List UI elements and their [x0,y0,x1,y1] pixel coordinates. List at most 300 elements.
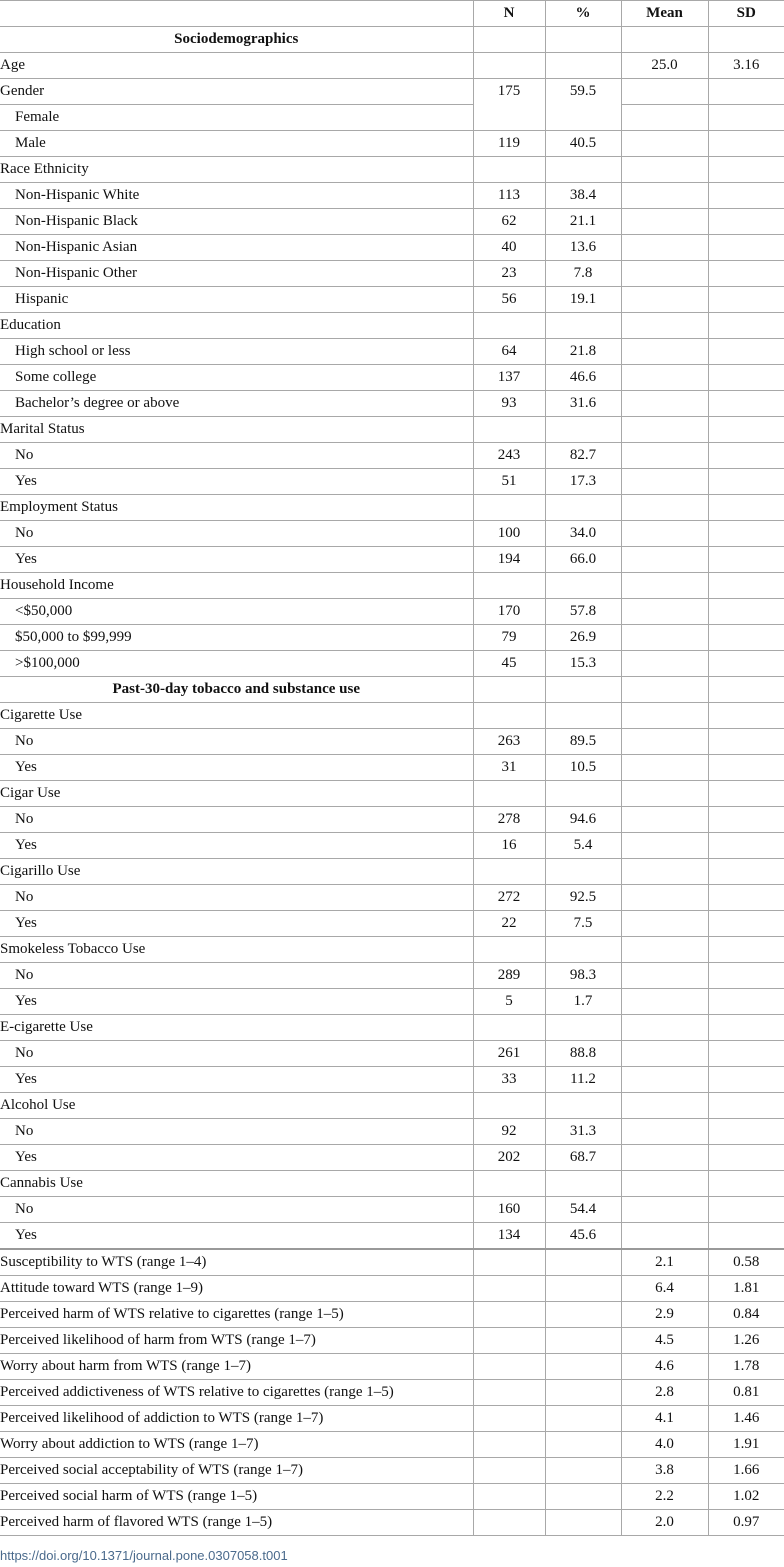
table-row [0,1406,784,1432]
cell-n: 134 [473,1223,545,1250]
table-row [0,885,784,911]
table-cell [621,885,708,911]
row-label: Worry about harm from WTS (range 1–7) [0,1354,473,1380]
row-label: Yes [0,989,473,1015]
table-row [0,651,784,677]
table-cell [708,365,784,391]
row-label: Gender [0,79,473,105]
row-label: High school or less [0,339,473,365]
table-cell [621,1145,708,1171]
table-cell [621,183,708,209]
table-row [0,131,784,157]
table-cell [708,833,784,859]
table-cell [545,1249,621,1276]
cell-mean: 4.0 [621,1432,708,1458]
table-row [0,157,784,183]
table-cell [621,599,708,625]
cell-n [473,1015,545,1041]
cell-sd: 0.81 [708,1380,784,1406]
table-cell [473,1484,545,1510]
table-row [0,183,784,209]
row-label: Marital Status [0,417,473,443]
table-cell [708,183,784,209]
row-label: Alcohol Use [0,1093,473,1119]
table-cell [545,1432,621,1458]
row-label: Cigarette Use [0,703,473,729]
cell-percent: 10.5 [545,755,621,781]
table-cell [708,625,784,651]
row-label: Attitude toward WTS (range 1–9) [0,1276,473,1302]
cell-sd: 1.02 [708,1484,784,1510]
table-row [0,703,784,729]
table-row [0,729,784,755]
table-cell [708,27,784,53]
table-cell [708,1171,784,1197]
table-row [0,1041,784,1067]
table-cell [473,1302,545,1328]
table-cell [708,911,784,937]
cell-percent: 38.4 [545,183,621,209]
table-cell [621,651,708,677]
cell-sd: 0.84 [708,1302,784,1328]
table-row [0,391,784,417]
cell-sd: 3.16 [708,53,784,79]
table-row [0,625,784,651]
table-cell [473,1354,545,1380]
cell-percent: 13.6 [545,235,621,261]
table-cell [708,755,784,781]
table-cell [473,1328,545,1354]
cell-percent [545,1093,621,1119]
cell-n: 33 [473,1067,545,1093]
table-cell [545,1484,621,1510]
cell-n: 100 [473,521,545,547]
table-cell [708,391,784,417]
row-label: Yes [0,833,473,859]
cell-percent: 98.3 [545,963,621,989]
table-cell [708,807,784,833]
table-cell [621,131,708,157]
cell-sd: 1.81 [708,1276,784,1302]
row-label: Cigar Use [0,781,473,807]
cell-n: 22 [473,911,545,937]
table-row [0,261,784,287]
table-row [0,1484,784,1510]
cell-n [473,781,545,807]
table-cell [708,547,784,573]
table-cell [621,417,708,443]
table-cell [621,1119,708,1145]
cell-percent: 88.8 [545,1041,621,1067]
section-sociodemographics: Sociodemographics [0,27,473,53]
table-row [0,1276,784,1302]
table-row [0,755,784,781]
cell-n: 40 [473,235,545,261]
cell-n: 272 [473,885,545,911]
cell-percent: 21.1 [545,209,621,235]
row-label: Yes [0,1223,473,1250]
cell-percent [545,495,621,521]
cell-n [473,937,545,963]
cell-n: 278 [473,807,545,833]
cell-percent: 68.7 [545,1145,621,1171]
table-cell [708,1067,784,1093]
table-row [0,1510,784,1536]
cell-percent: 31.3 [545,1119,621,1145]
cell-percent [545,417,621,443]
cell-n: 175 [473,79,545,131]
row-label: Non-Hispanic Asian [0,235,473,261]
table-row [0,833,784,859]
table-row [0,781,784,807]
cell-percent: 7.5 [545,911,621,937]
row-label: No [0,963,473,989]
table-cell [621,677,708,703]
table-cell [621,79,708,105]
table-cell [621,963,708,989]
row-label: Female [0,105,473,131]
cell-percent: 1.7 [545,989,621,1015]
table-row [0,1380,784,1406]
table-cell [545,1510,621,1536]
table-cell [621,313,708,339]
table-row [0,495,784,521]
cell-percent: 59.5 [545,79,621,131]
table-cell [708,443,784,469]
cell-n: 194 [473,547,545,573]
row-label: Non-Hispanic Other [0,261,473,287]
table-cell [545,1302,621,1328]
cell-percent: 19.1 [545,287,621,313]
cell-mean: 25.0 [621,53,708,79]
table-cell [473,1510,545,1536]
table-cell [621,209,708,235]
table-cell [708,287,784,313]
table-cell [621,469,708,495]
cell-percent: 45.6 [545,1223,621,1250]
table-cell [708,1223,784,1250]
table-row [0,1015,784,1041]
header-mean: Mean [621,1,708,27]
table-cell [473,1380,545,1406]
table-row [0,1223,784,1250]
table-row [0,1093,784,1119]
row-label: No [0,729,473,755]
cell-percent: 57.8 [545,599,621,625]
header-n: N [473,1,545,27]
table-cell [708,1041,784,1067]
table-cell [473,1406,545,1432]
row-label: No [0,807,473,833]
table-cell [708,79,784,105]
table-row [0,235,784,261]
table-row [0,105,784,131]
cell-percent: 31.6 [545,391,621,417]
table-cell [621,1041,708,1067]
table-cell [708,885,784,911]
cell-mean: 6.4 [621,1276,708,1302]
table-cell [621,703,708,729]
cell-sd: 0.58 [708,1249,784,1276]
cell-n: 289 [473,963,545,989]
table-cell [621,937,708,963]
cell-n: 62 [473,209,545,235]
cell-percent: 11.2 [545,1067,621,1093]
row-label: Cigarillo Use [0,859,473,885]
cell-sd: 1.91 [708,1432,784,1458]
table-cell [473,1276,545,1302]
table-row [0,1328,784,1354]
cell-n [473,703,545,729]
row-label: Yes [0,911,473,937]
section-substance-use: Past-30-day tobacco and substance use [0,677,473,703]
row-label: E-cigarette Use [0,1015,473,1041]
row-label: Yes [0,1067,473,1093]
row-label: Perceived social harm of WTS (range 1–5) [0,1484,473,1510]
table-cell [621,859,708,885]
table-cell [545,1328,621,1354]
table-cell [621,1093,708,1119]
table-cell [545,1406,621,1432]
row-label: Non-Hispanic Black [0,209,473,235]
table-cell [621,573,708,599]
table-cell [621,261,708,287]
table-cell [621,391,708,417]
table-cell [621,521,708,547]
header-row [0,1,784,27]
table-cell [708,963,784,989]
table-cell [621,495,708,521]
row-label: $50,000 to $99,999 [0,625,473,651]
table-cell [708,1145,784,1171]
cell-percent: 92.5 [545,885,621,911]
cell-n [473,157,545,183]
cell-n [473,1171,545,1197]
row-label: Age [0,53,473,79]
cell-sd: 1.26 [708,1328,784,1354]
table-cell [621,235,708,261]
table-row [0,859,784,885]
cell-mean: 2.0 [621,1510,708,1536]
table-cell [708,859,784,885]
cell-percent: 46.6 [545,365,621,391]
row-label: No [0,443,473,469]
table-cell [473,27,545,53]
table-row [0,937,784,963]
section-row [0,677,784,703]
cell-sd: 1.66 [708,1458,784,1484]
cell-n: 31 [473,755,545,781]
table-cell [708,1197,784,1223]
table-cell [545,27,621,53]
cell-mean: 2.2 [621,1484,708,1510]
row-label: Susceptibility to WTS (range 1–4) [0,1249,473,1276]
table-cell [621,27,708,53]
cell-percent: 82.7 [545,443,621,469]
table-cell [708,989,784,1015]
table-cell [708,937,784,963]
row-label: Perceived social acceptability of WTS (range 1–7) [0,1458,473,1484]
cell-percent: 7.8 [545,261,621,287]
table-cell [545,677,621,703]
table-row [0,1458,784,1484]
cell-percent: 89.5 [545,729,621,755]
cell-n: 119 [473,131,545,157]
cell-percent: 34.0 [545,521,621,547]
cell-n: 92 [473,1119,545,1145]
table-cell [621,547,708,573]
table-row [0,287,784,313]
table-cell [708,495,784,521]
row-label: Hispanic [0,287,473,313]
row-label: Perceived addictiveness of WTS relative to cigarettes (range 1–5) [0,1380,473,1406]
row-label: Smokeless Tobacco Use [0,937,473,963]
doi-link[interactable]: https://doi.org/10.1371/journal.pone.0307058.t001 [0,1548,288,1563]
row-label: Perceived likelihood of harm from WTS (range 1–7) [0,1328,473,1354]
cell-n: 93 [473,391,545,417]
table-cell [473,53,545,79]
cell-n [473,573,545,599]
cell-percent: 66.0 [545,547,621,573]
table-row [0,1354,784,1380]
row-label: Education [0,313,473,339]
cell-n [473,495,545,521]
header-percent: % [545,1,621,27]
row-label: Perceived harm of flavored WTS (range 1–5) [0,1510,473,1536]
section-row [0,27,784,53]
cell-n [473,859,545,885]
table-cell [708,573,784,599]
row-label: Bachelor’s degree or above [0,391,473,417]
cell-percent [545,313,621,339]
cell-n: 160 [473,1197,545,1223]
table-cell [545,1354,621,1380]
table-cell [708,677,784,703]
cell-percent: 15.3 [545,651,621,677]
cell-n: 170 [473,599,545,625]
row-label: >$100,000 [0,651,473,677]
table-cell [621,729,708,755]
row-label: Male [0,131,473,157]
table-row [0,573,784,599]
table-cell [621,1015,708,1041]
row-label: <$50,000 [0,599,473,625]
cell-n: 202 [473,1145,545,1171]
cell-percent [545,1171,621,1197]
table-cell [708,417,784,443]
table-row [0,1119,784,1145]
cell-percent [545,859,621,885]
row-label: Yes [0,755,473,781]
cell-percent: 26.9 [545,625,621,651]
cell-n: 79 [473,625,545,651]
table-cell [708,729,784,755]
table-cell [621,833,708,859]
row-label: Cannabis Use [0,1171,473,1197]
table-cell [545,1458,621,1484]
table-cell [621,1197,708,1223]
table-row [0,1302,784,1328]
table-cell [708,105,784,131]
table-cell [621,755,708,781]
table-row [0,1249,784,1276]
row-label: No [0,1041,473,1067]
table-cell [708,781,784,807]
table-cell [621,781,708,807]
table-row [0,1197,784,1223]
table-row [0,963,784,989]
cell-n: 23 [473,261,545,287]
table-row [0,365,784,391]
cell-n: 137 [473,365,545,391]
row-label: No [0,885,473,911]
table-cell [708,651,784,677]
row-label: No [0,1119,473,1145]
table-row [0,417,784,443]
row-label: Yes [0,469,473,495]
cell-percent: 54.4 [545,1197,621,1223]
table-cell [708,339,784,365]
table-cell [473,1432,545,1458]
table-cell [708,599,784,625]
row-label: No [0,521,473,547]
table-row [0,1171,784,1197]
cell-n: 45 [473,651,545,677]
table-row [0,989,784,1015]
cell-mean: 4.1 [621,1406,708,1432]
cell-n: 51 [473,469,545,495]
cell-mean: 4.5 [621,1328,708,1354]
cell-percent [545,937,621,963]
table-row [0,1145,784,1171]
table-cell [708,703,784,729]
table-row [0,313,784,339]
cell-percent: 21.8 [545,339,621,365]
cell-n [473,417,545,443]
cell-n [473,313,545,339]
cell-mean: 2.9 [621,1302,708,1328]
cell-n: 243 [473,443,545,469]
row-label: Some college [0,365,473,391]
cell-percent [545,703,621,729]
table-cell [708,235,784,261]
row-label: Employment Status [0,495,473,521]
cell-n [473,1093,545,1119]
table-cell [708,261,784,287]
table-cell [545,1276,621,1302]
table-row [0,1067,784,1093]
table-row [0,339,784,365]
table-cell [621,365,708,391]
row-label: Perceived harm of WTS relative to cigarettes (range 1–5) [0,1302,473,1328]
table-cell [473,1249,545,1276]
table-cell [621,807,708,833]
row-label: Yes [0,547,473,573]
table-row [0,53,784,79]
table-row [0,599,784,625]
table-cell [473,677,545,703]
table-row [0,1432,784,1458]
row-label: Household Income [0,573,473,599]
row-label: Non-Hispanic White [0,183,473,209]
table-row [0,521,784,547]
cell-n: 16 [473,833,545,859]
header-label [0,1,473,27]
table-cell [621,443,708,469]
cell-percent [545,157,621,183]
cell-mean: 3.8 [621,1458,708,1484]
table-cell [708,209,784,235]
